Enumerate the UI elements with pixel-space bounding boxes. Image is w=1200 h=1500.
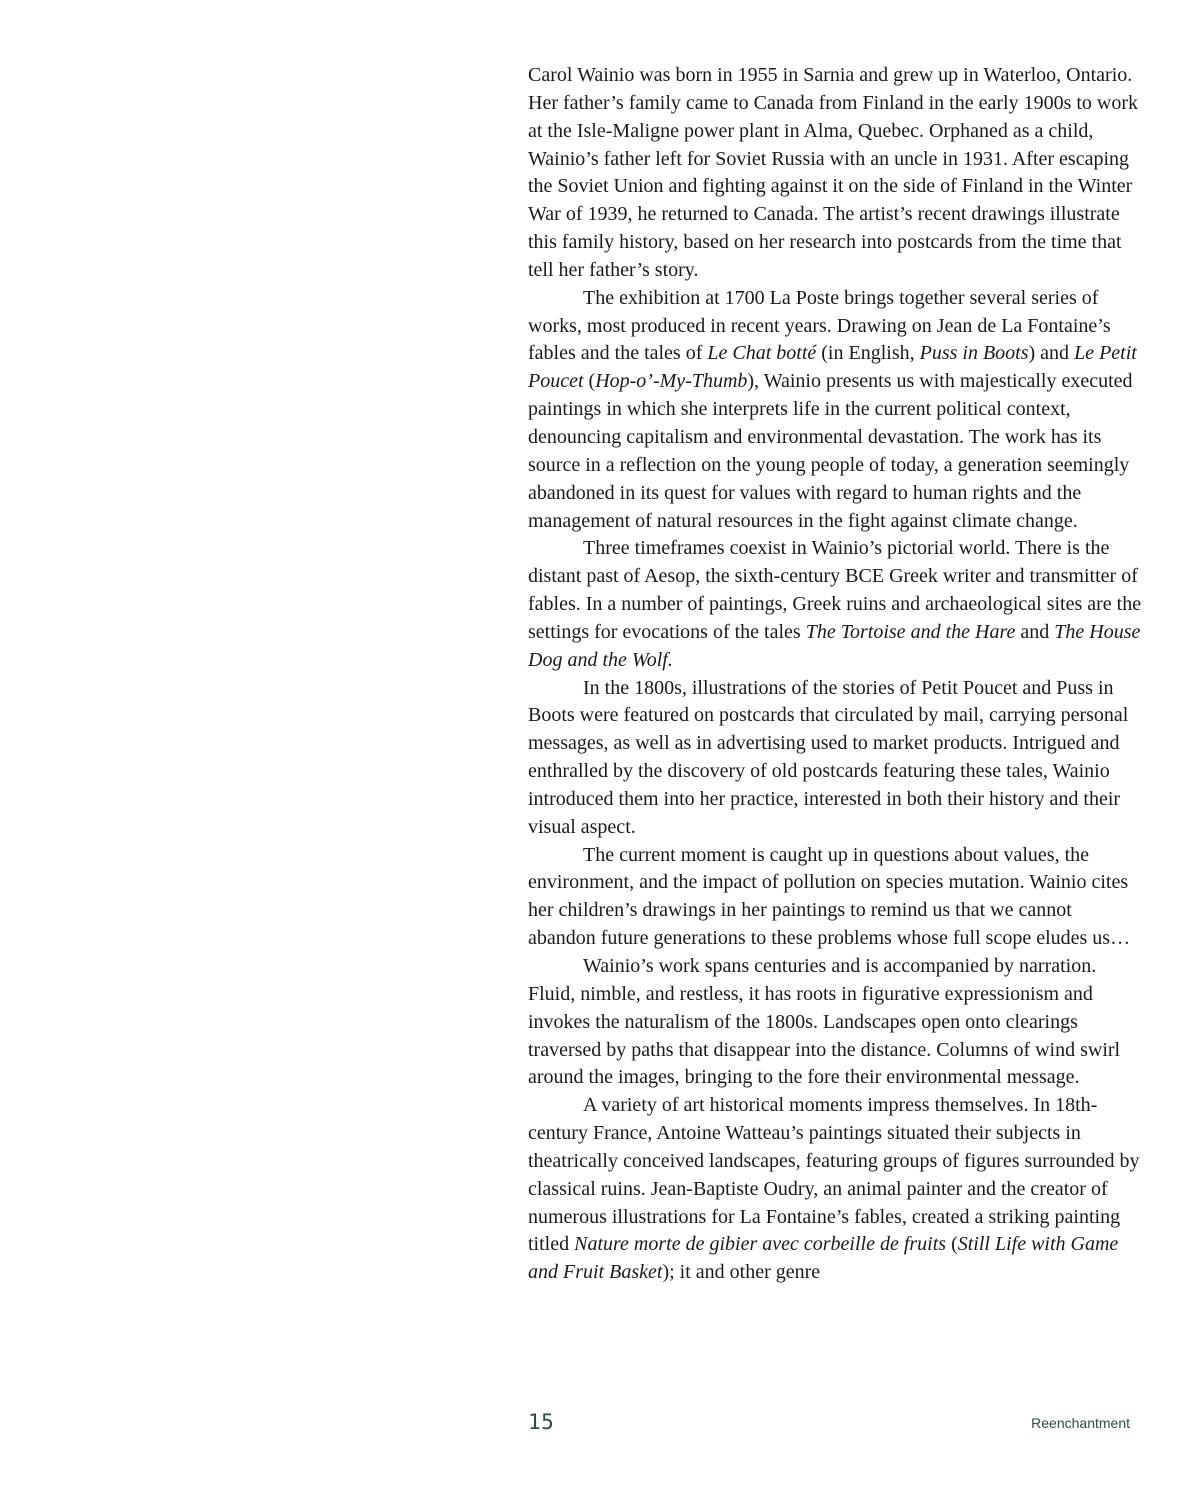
- title-hop-o-my-thumb: Hop-o’-My-Thumb: [595, 370, 748, 393]
- paragraph-2-text-a: The exhibition at 1700 La Poste brings together several series of works, most produced in recent years. Drawing on Jean de La Fontaine’s fables and the tales of: [528, 286, 1111, 365]
- paragraph-1: Carol Wainio was born in 1955 in Sarnia and grew up in Waterloo, Ontario. Her father’s family came to Canada from Finland in the early 1900s to work at the Isle-Maligne power plant in Alma, Quebec. Orphaned as a child, Wainio’s father left for Soviet Russia with an uncle in 1931. After escaping the Soviet Union and fighting against it on the side of Finland in the Winter War of 1939, he returned to Canada. The artist’s recent drawings illustrate this family history, based on her research into postcards from the time that tell her father’s story.: [528, 64, 1139, 281]
- paragraph-2: [528, 285, 1143, 536]
- title-le-petit-poucet: Le Petit Poucet: [528, 342, 1137, 393]
- paragraph-2-text-d: (: [583, 370, 596, 393]
- paragraph-5: The current moment is caught up in questions about values, the environment, and the impact of pollution on species mutation. Wainio cites her children’s drawings in her paintings to remind us that we cannot abandon future generations to these problems whose full scope eludes us…: [528, 843, 1131, 950]
- page-number: 15: [528, 1410, 555, 1434]
- paragraph-7-text-a: A variety of art historical moments impress themselves. In 18th-century France, Antoine Watteau’s paintings situated their subjects in theatrically conceived landscapes, featuring groups of figures surrounded by classical ruins. Jean-Baptiste Oudry, an animal painter and the creator of numerous illustrations for La Fontaine’s fables, created a striking painting titled: [528, 1094, 1140, 1256]
- paragraph-2-text-c: ) and: [1028, 342, 1075, 365]
- paragraph-6: Wainio’s work spans centuries and is accompanied by narration. Fluid, nimble, and restless, it has roots in figurative expressionism and invokes the naturalism of the 1800s. Landscapes open onto clearings traversed by paths that disappear into the distance. Columns of wind swirl around the images, bringing to the fore their environmental message.: [528, 955, 1121, 1089]
- title-nature-morte: Nature morte de gibier avec corbeille de fruits: [574, 1233, 947, 1256]
- paragraph-7: [528, 1092, 1143, 1287]
- running-title: Reenchantment: [1031, 1415, 1130, 1431]
- paragraph-3-text-b: and: [1015, 620, 1055, 643]
- paragraph-3-text-a: Three timeframes coexist in Wainio’s pictorial world. There is the distant past of Aesop, the sixth-century BCE Greek writer and transmitter of fables. In a number of paintings, Greek ruins and archaeological sites are the settings for evocations of the tales: [528, 537, 1142, 643]
- paragraph-2-text-e: ), Wainio presents us with majestically executed paintings in which she interprets life in the current political context, denouncing capitalism and environmental devastation. The work has its source in a reflection on the young people of today, a generation seemingly abandoned in its quest for values with regard to human rights and the management of natural resources in the fight against climate change.: [528, 370, 1133, 532]
- title-le-chat-botte: Le Chat botté: [707, 342, 817, 365]
- paragraph-3: [528, 535, 1143, 674]
- title-puss-in-boots: Puss in Boots: [919, 342, 1029, 365]
- title-tortoise-and-hare: The Tortoise and the Hare: [805, 620, 1016, 643]
- title-still-life-with-game: Still Life with Game and Fruit Basket: [528, 1233, 1119, 1284]
- paragraph-4: In the 1800s, illustrations of the stories of Petit Poucet and Puss in Boots were featured on postcards that circulated by mail, carrying personal messages, as well as in advertising used to market products. Intrigued and enthralled by the discovery of old postcards featuring these tales, Wainio introduced them into her practice, interested in both their history and their visual aspect.: [528, 676, 1129, 838]
- paragraph-2-text-b: (in English,: [816, 342, 920, 365]
- paragraph-7-text-c: ); it and other genre: [662, 1261, 821, 1284]
- title-house-dog-and-wolf: The House Dog and the Wolf.: [528, 620, 1141, 671]
- body-text: [528, 62, 1143, 1287]
- paragraph-7-text-b: (: [946, 1233, 958, 1256]
